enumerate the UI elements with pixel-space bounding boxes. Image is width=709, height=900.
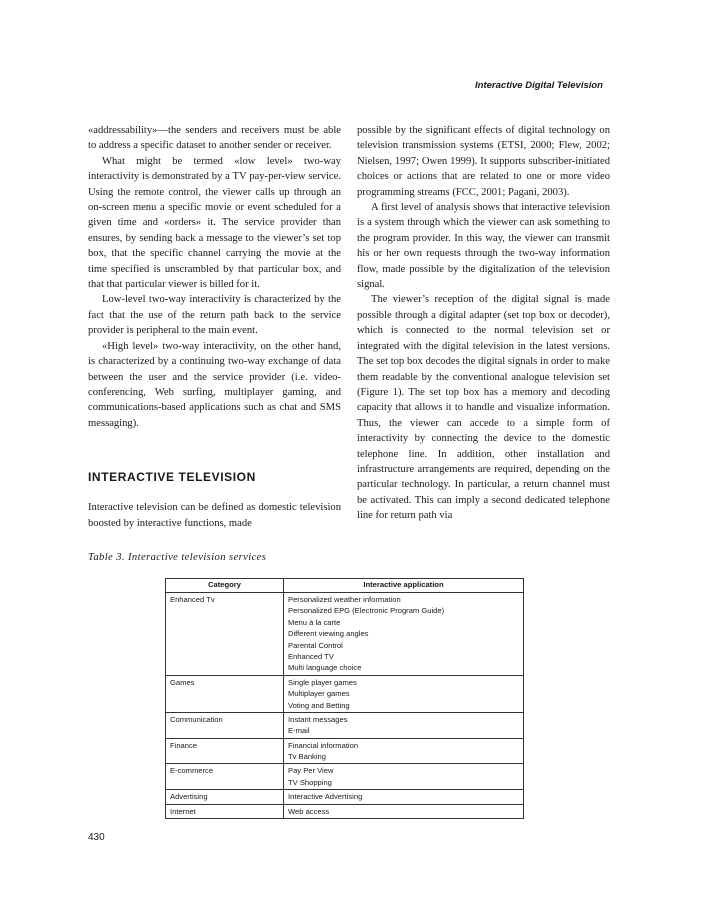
application-item: Different viewing angles	[288, 629, 369, 639]
application-item: Pay Per View	[288, 766, 334, 776]
table-cell-category: Games	[166, 675, 284, 712]
paragraph: The viewer’s reception of the digital signal is made possible through a digital adapter (set top box or decoder), which is connected to the normal television set or integrated with the digital television in the latest versions. The set top box decodes the digital signals in order to make them readable by the conventional analogue television set (Figure 1). The set top box has a memory and decoding capacity that allows it to handle and visualize information. Thus, the viewer can accede to a simple form of interactivity by connecting the device to the domestic telephone line. In addition, other installation and infrastructure arrangements are required, depending on the particular technology. In particular, a return channel must be activated. This can imply a second dedicated telephone line for return path via	[357, 294, 610, 522]
application-item: Instant messages	[288, 714, 348, 724]
application-item: TV Shopping	[288, 777, 332, 787]
table-cell-applications	[284, 675, 524, 712]
table-cell-applications	[284, 712, 524, 738]
table-cell-category: Communication	[166, 712, 284, 738]
services-table	[165, 578, 524, 819]
table-cell-category: Internet	[166, 804, 284, 818]
table-cell-applications	[284, 804, 524, 818]
application-item: E-mail	[288, 726, 310, 736]
table-row	[166, 764, 524, 790]
paragraph: What might be termed «low level» two-way interactivity is demonstrated by a TV pay-per-view service. Using the remote control, the viewer calls up through an on-screen menu a specific movie or event scheduled for a given time and «orders» it. The service provider than ensures, by sending back a message to the viewer’s set top box, that the specific channel carrying the movie at the time specified is unscrambled by that particular box, and that that particular viewer is billed for it.	[88, 155, 341, 291]
table-cell-applications	[284, 738, 524, 764]
application-item: Multi language choice	[288, 663, 362, 673]
table-cell-applications	[284, 790, 524, 804]
application-item: Menu à la carte	[288, 617, 341, 627]
table-row	[166, 675, 524, 712]
running-head: Interactive Digital Television	[475, 80, 603, 91]
left-column	[88, 123, 341, 531]
table-row	[166, 804, 524, 818]
application-item: Parental Control	[288, 640, 343, 650]
column-header-application: Interactive application	[284, 579, 524, 593]
application-item: Single player games	[288, 677, 357, 687]
application-item: Web access	[288, 806, 330, 816]
section-heading: INTERACTIVE TELEVISION	[88, 470, 256, 485]
application-item: Tv Banking	[288, 752, 326, 762]
paragraph: «High level» two-way interactivity, on the other hand, is characterized by a continuing two-way exchange of data between the user and the service provider (i.e. video-conferencing, Web surfing, multiplayer gaming, and communications-based applications such as chat and SMS messaging).	[88, 340, 341, 429]
application-item: Voting and Betting	[288, 700, 350, 710]
column-header-category: Category	[166, 579, 284, 593]
paragraph: Interactive television can be defined as domestic television boosted by interactive functions, made	[88, 502, 341, 529]
right-column	[357, 123, 610, 524]
table-cell-category: E-commerce	[166, 764, 284, 790]
table-cell-applications	[284, 764, 524, 790]
paragraph: «addressability»—the senders and receivers must be able to address a specific dataset to another sender or receiver.	[88, 125, 341, 152]
paragraph: Low-level two-way interactivity is characterized by the fact that the use of the return path back to the service provider is peripheral to the main event.	[88, 294, 341, 337]
table-cell-category: Enhanced Tv	[166, 593, 284, 676]
table-row	[166, 790, 524, 804]
table-cell-category: Advertising	[166, 790, 284, 804]
table-header-row	[166, 579, 524, 593]
paragraph: A first level of analysis shows that interactive television is a system through which the viewer can ask something to the program provider. In this way, the viewer can transmit his or her own requests through the two-way information flow, made possible by the digitalization of the television signal.	[357, 202, 610, 291]
application-item: Enhanced TV	[288, 651, 334, 661]
application-item: Interactive Advertising	[288, 792, 363, 802]
table-caption: Table 3. Interactive television services	[88, 552, 267, 563]
table-cell-category: Finance	[166, 738, 284, 764]
table-row	[166, 593, 524, 676]
application-item: Multiplayer games	[288, 689, 350, 699]
application-item: Financial information	[288, 740, 359, 750]
application-item: Personalized EPG (Electronic Program Guide)	[288, 606, 445, 616]
table-body	[166, 593, 524, 819]
table-row	[166, 738, 524, 764]
application-item: Personalized weather information	[288, 595, 401, 604]
paragraph: possible by the significant effects of digital technology on television transmission systems (ETSI, 2000; Flew, 2002; Nielsen, 1997; Owen 1999). It supports subscriber-initiated choices or actions that are related to one or more video programming streams (FCC, 2001; Pagani, 2003).	[357, 125, 610, 198]
page-number: 430	[88, 832, 105, 843]
table-cell-applications	[284, 593, 524, 676]
table-row	[166, 712, 524, 738]
